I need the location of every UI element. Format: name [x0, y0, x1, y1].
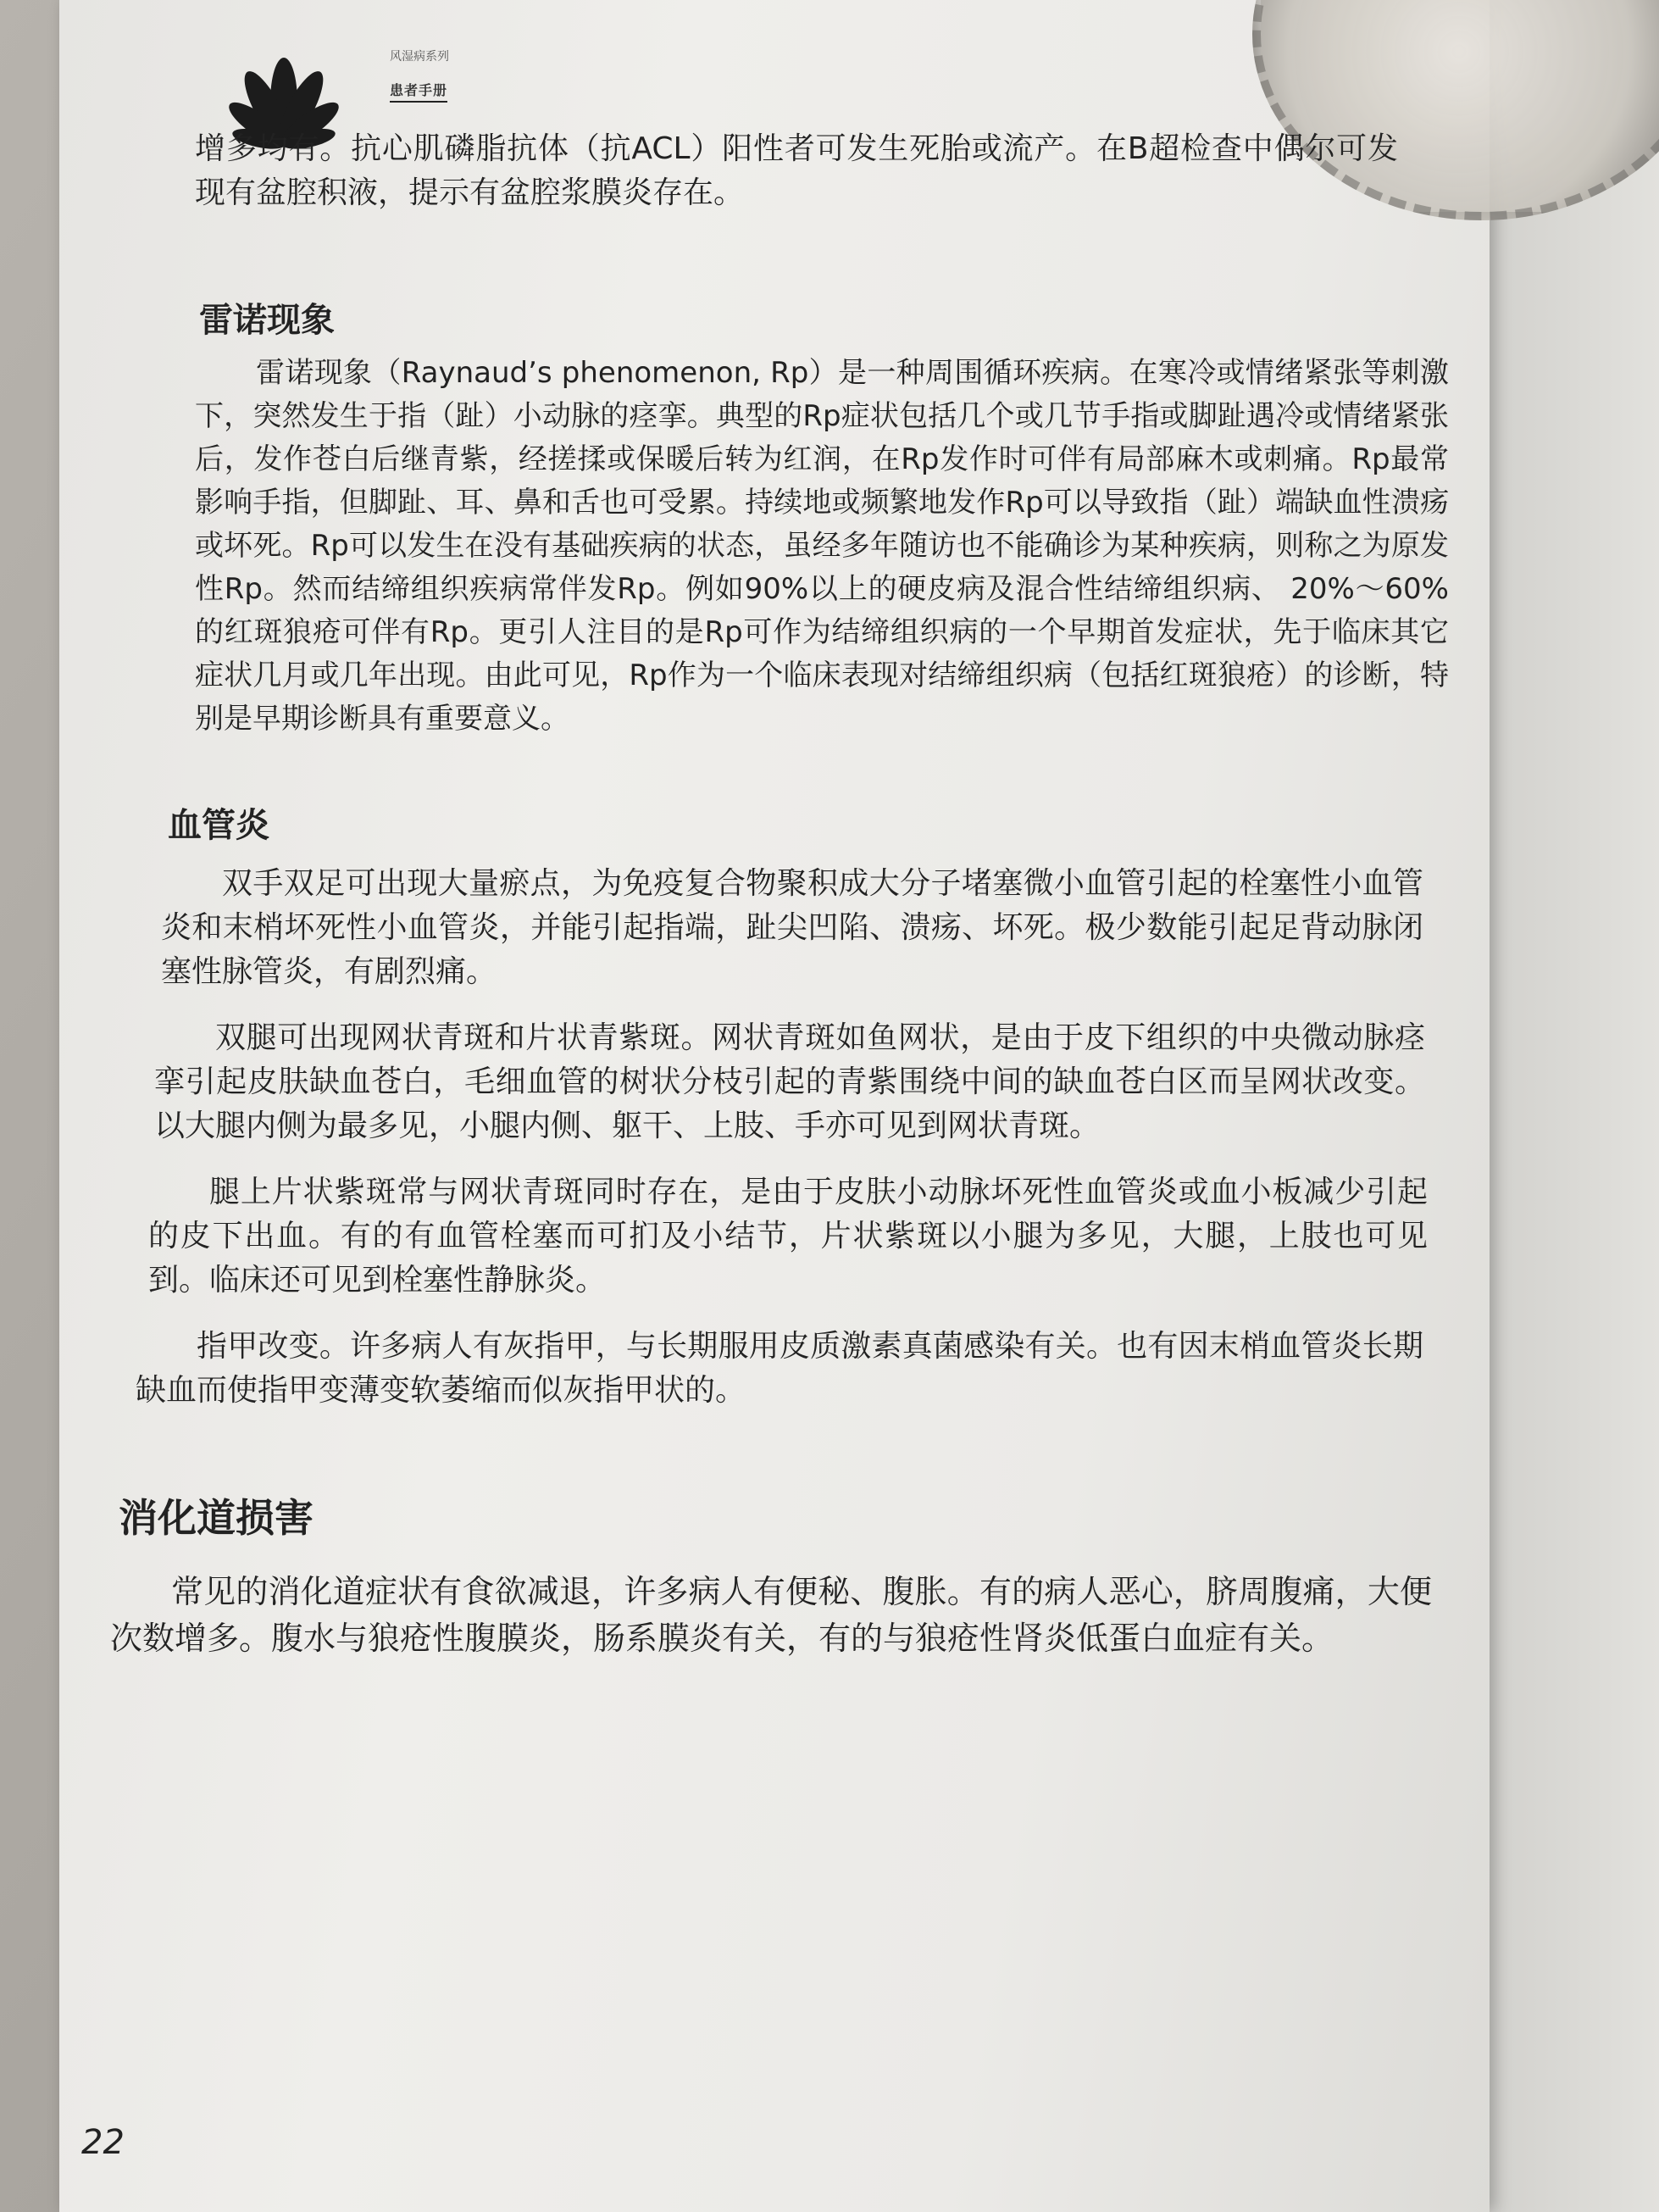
vasculitis-paragraph-4: 指甲改变。许多病人有灰指甲，与长期服用皮质激素真菌感染有关。也有因末梢血管炎长期缺血而使指甲变薄变软萎缩而似灰指甲状的。	[136, 1329, 1423, 1408]
intro-paragraph: 增多均有。抗心肌磷脂抗体（抗ACL）阳性者可发生死胎或流产。在B超检查中偶尔可发现有盆腔积液，提示有盆腔浆膜炎存在。	[195, 131, 1398, 210]
vasculitis-paragraph-1: 双手双足可出现大量瘀点，为免疫复合物聚积成大分子堵塞微小血管引起的栓塞性小血管炎和末梢坏死性小血管炎，并能引起指端，趾尖凹陷、溃疡、坏死。极少数能引起足背动脉闭塞性脉管炎，有剧烈痛。	[161, 866, 1423, 989]
vasculitis-heading: 血管炎	[168, 806, 269, 845]
digestive-heading: 消化道损害	[119, 1495, 313, 1541]
digestive-paragraph: 常见的消化道症状有食欲减退，许多病人有便秘、腹胀。有的病人恶心，脐周腹痛，大便次数增多。腹水与狼疮性腹膜炎，肠系膜炎有关，有的与狼疮性肾炎低蛋白血症有关。	[110, 1573, 1432, 1657]
vasculitis-paragraph-3: 腿上片状紫斑常与网状青斑同时存在，是由于皮肤小动脉坏死性血管炎或血小板减少引起的皮下出血。有的有血管栓塞而可扪及小结节，片状紫斑以小腿为多见，大腿，上肢也可见到。临床还可见到栓塞性静脉炎。	[148, 1175, 1428, 1298]
series-label: 风湿病系列	[390, 50, 449, 64]
vasculitis-paragraph-2: 双腿可出现网状青斑和片状青紫斑。网状青斑如鱼网状，是由于皮下组织的中央微动脉痉挛引起皮肤缺血苍白，毛细血管的树状分枝引起的青紫围绕中间的缺血苍白区而呈网状改变。以大腿内侧为最多见，小腿内侧、躯干、上肢、手亦可见到网状青斑。	[154, 1020, 1425, 1143]
page-content	[102, 127, 1449, 1662]
header-labels	[390, 47, 449, 103]
booklet-label: 患者手册	[390, 80, 447, 103]
raynaud-paragraph: 雷诺现象（Raynaud’s phenomenon, Rp）是一种周围循环疾病。在寒冷或情绪紧张等刺激下，突然发生于指（趾）小动脉的痉挛。典型的Rp症状包括几个或几节手指或脚趾遇冷或情绪紧张后，发作苍白后继青紫，经搓揉或保暖后转为红润，在Rp发作时可伴有局部麻木或刺痛。Rp最常影响手指，但脚趾、耳、鼻和舌也可受累。持续地或频繁地发作Rp可以导致指（趾）端缺血性溃疡或坏死。Rp可以发生在没有基础疾病的状态，虽经多年随访也不能确诊为某种疾病，则称之为原发性Rp。然而结缔组织疾病常伴发Rp。例如90%以上的硬皮病及混合性结缔组织病、 20%～60%的红斑狼疮可伴有Rp。更引人注目的是Rp可作为结缔组织病的一个早期首发症状，先于临床其它症状几月或几年出现。由此可见，Rp作为一个临床表现对结缔组织病（包括红斑狼疮）的诊断，特别是早期诊断具有重要意义。	[195, 356, 1449, 736]
raynaud-heading: 雷诺现象	[199, 301, 335, 340]
page-number: 22	[81, 2123, 125, 2162]
